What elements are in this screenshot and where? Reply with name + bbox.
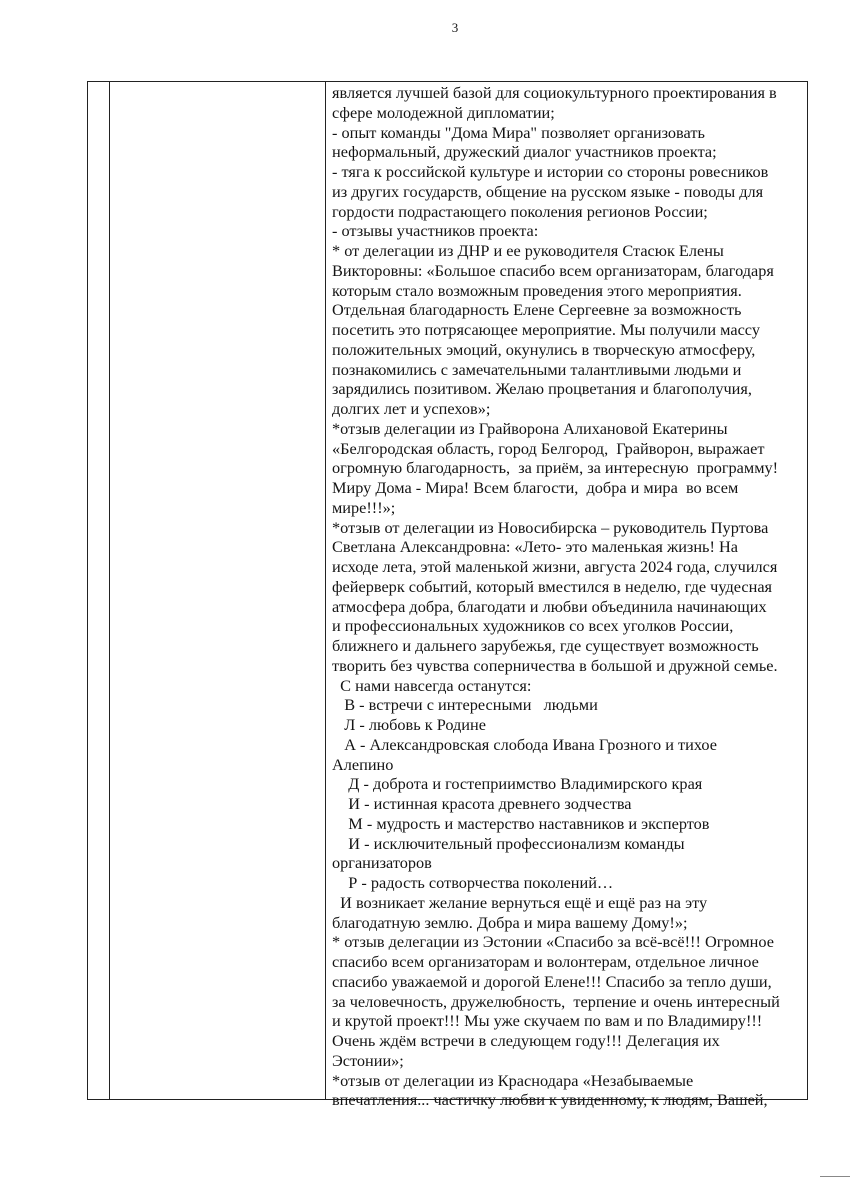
text-line: ближнего и дальнего зарубежья, где существует возможность (332, 636, 759, 655)
text-line: благодатную землю. Добра и мира вашему Дому!»; (332, 912, 688, 932)
text-line: зарядились позитивом. Желаю процветания и благополучия, (332, 379, 752, 399)
table-cell-text (332, 83, 806, 1110)
text-line: сфере молодежной дипломатии; (332, 102, 555, 122)
text-line: В - встречи с интересными людьми (332, 695, 598, 715)
text-line: впечатления... частичку любви к увиденному, к людям, Вашей, (332, 1090, 768, 1110)
text-line: гордости подрастающего поколения регионов России; (332, 201, 708, 221)
text-line: огромную благодарность, за приём, за интересную программу! (332, 458, 779, 478)
text-line: из других государств, общение на русском языке - поводы для (332, 181, 764, 201)
table-column-divider (325, 82, 326, 1099)
text-line: мире!!!»; (332, 497, 396, 517)
text-line: *отзыв от делегации из Краснодара «Незабываемые (332, 1070, 694, 1090)
text-line: Очень ждём встречи в следующем году!!! Делегация их (332, 1031, 720, 1050)
document-table (87, 81, 808, 1110)
text-line: А - Александровская слобода Ивана Грозного и тихое (332, 734, 717, 754)
text-line: и крутой проект!!! Мы уже скучаем по вам и по Владимиру!!! (332, 1011, 763, 1031)
text-line: является лучшей базой для социокультурного проектирования в (332, 83, 777, 102)
text-line: организаторов (332, 853, 432, 873)
text-line: которым стало возможным проведения этого мероприятия. (332, 280, 742, 300)
text-line: *отзыв делегации из Грайворона Алихановой Екатерины (332, 418, 728, 438)
text-line: положительных эмоций, окунулись в творческую атмосферу, (332, 339, 756, 359)
page-number: 3 (451, 20, 459, 35)
text-line: * от делегации из ДНР и ее руководителя Стасюк Елены (332, 241, 724, 260)
text-line: спасибо уважаемой и дорогой Елене!!! Спасибо за тепло души, (332, 971, 772, 991)
text-line: Отдельная благодарность Елене Сергеевне за возможность (332, 300, 742, 320)
text-line: И - истинная красота древнего зодчества (332, 794, 632, 813)
text-line: исходе лета, этой маленькой жизни, августа 2024 года, случился (332, 557, 778, 576)
text-line: Р - радость сотворчества поколений… (332, 873, 614, 892)
scan-edge-line (820, 1176, 850, 1177)
text-line: творить без чувства соперничества в большой и дружной семье. (332, 655, 778, 675)
text-line: посетить это потрясающее мероприятие. Мы получили массу (332, 320, 760, 339)
text-line: М - мудрость и мастерство наставников и экспертов (332, 813, 710, 833)
text-line: Эстонии»; (332, 1050, 404, 1070)
text-line: Л - любовь к Родине (332, 715, 486, 734)
text-line: фейерверк событий, который вместился в неделю, где чудесная (332, 576, 773, 596)
table-column-divider (109, 82, 110, 1099)
text-line: атмосфера добра, благодати и любви объединила начинающих (332, 596, 767, 616)
text-line: познакомились с замечательными талантливыми людьми и (332, 359, 742, 379)
text-line: и профессиональных художников со всех уголков России, (332, 616, 734, 636)
text-line: И возникает желание вернуться ещё и ещё раз на эту (332, 892, 708, 912)
text-line: С нами навсегда останутся: (332, 675, 532, 695)
text-line: Алепино (332, 754, 394, 774)
text-line: И - исключительный профессионализм команды (332, 833, 685, 853)
text-line: - опыт команды "Дома Мира" позволяет организовать (332, 122, 705, 142)
text-line: Викторовны: «Большое спасибо всем организаторам, благодаря (332, 260, 774, 280)
text-line: - отзывы участников проекта: (332, 221, 539, 241)
text-line: *отзыв от делегации из Новосибирска – руководитель Пуртова (332, 517, 769, 537)
text-line: долгих лет и успехов»; (332, 399, 491, 418)
text-line: Миру Дома - Мира! Всем благости, добра и мира во всем (332, 478, 739, 497)
text-line: спасибо всем организаторам и волонтерам, отдельное личное (332, 952, 759, 971)
text-line: за человечность, дружелюбность, терпение и очень интересный (332, 991, 780, 1011)
text-line: * отзыв делегации из Эстонии «Спасибо за всё-всё!!! Огромное (332, 932, 774, 952)
text-line: Д - доброта и гостеприимство Владимирского края (332, 774, 703, 794)
text-line: - тяга к российской культуре и истории со стороны ровесников (332, 162, 769, 181)
text-line: «Белгородская область, город Белгород, Грайворон, выражает (332, 438, 765, 458)
text-line: Светлана Александровна: «Лето- это маленькая жизнь! На (332, 537, 738, 557)
text-line: неформальный, дружеский диалог участников проекта; (332, 142, 717, 162)
